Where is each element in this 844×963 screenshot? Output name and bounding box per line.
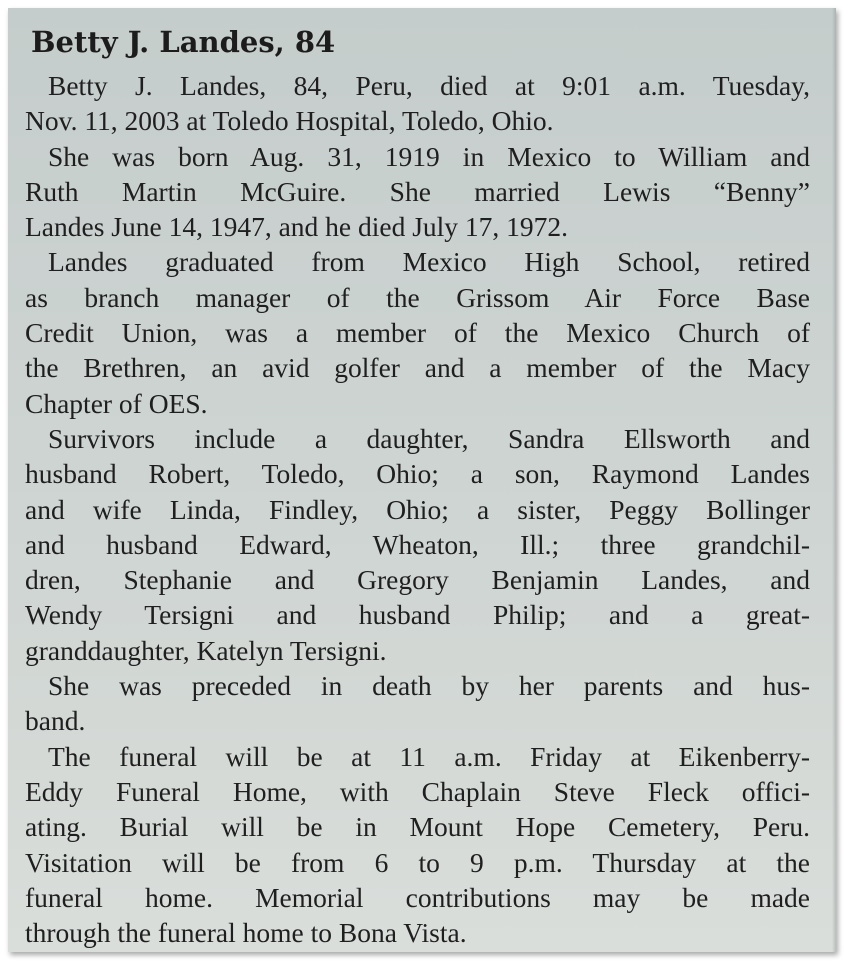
obituary-paragraph — [25, 139, 810, 245]
text-line: dren, Stephanie and Gregory Benjamin Landes, and — [25, 564, 810, 596]
text-line: Landes graduated from Mexico High School, retired — [48, 246, 810, 278]
obituary-body — [25, 68, 810, 950]
text-line: through the funeral home to Bona Vista. — [25, 917, 467, 949]
obituary-paragraph — [25, 244, 810, 420]
text-line: Betty J. Landes, 84, Peru, died at 9:01 a.m. Tuesday, — [48, 70, 810, 101]
text-line: and wife Linda, Findley, Ohio; a sister, Peggy Bollinger — [25, 493, 810, 525]
text-line: The funeral will be at 11 a.m. Friday at Eikenberry- — [48, 740, 810, 772]
text-line: Landes June 14, 1947, and he died July 17, 1972. — [25, 211, 569, 243]
text-line: ating. Burial will be in Mount Hope Cemetery, Peru. — [25, 811, 810, 843]
text-line: Chapter of OES. — [25, 387, 208, 419]
text-line: band. — [25, 705, 86, 737]
text-line: Nov. 11, 2003 at Toledo Hospital, Toledo, Ohio. — [25, 105, 554, 137]
text-line: She was born Aug. 31, 1919 in Mexico to William and — [48, 140, 810, 172]
obituary-paragraph — [25, 68, 810, 139]
text-line: and husband Edward, Wheaton, Ill.; three grandchil- — [25, 528, 810, 560]
text-line: Survivors include a daughter, Sandra Ellsworth and — [48, 422, 810, 454]
obituary-paragraph — [25, 421, 810, 668]
obituary-headline: Betty J. Landes, 84 — [31, 25, 336, 59]
text-line: Wendy Tersigni and husband Philip; and a great- — [25, 599, 810, 631]
obituary-paragraph — [25, 668, 810, 739]
text-line: funeral home. Memorial contributions may be made — [25, 881, 810, 913]
text-line: Ruth Martin McGuire. She married Lewis “Benny” — [25, 175, 810, 207]
text-line: Eddy Funeral Home, with Chaplain Steve Fleck offici- — [25, 775, 810, 807]
text-line: husband Robert, Toledo, Ohio; a son, Raymond Landes — [25, 458, 810, 490]
text-line: as branch manager of the Grissom Air Force Base — [25, 281, 810, 313]
text-line: Credit Union, was a member of the Mexico Church of — [25, 317, 810, 349]
newspaper-clipping — [8, 8, 836, 952]
text-line: the Brethren, an avid golfer and a member of the Macy — [25, 352, 810, 384]
text-line: granddaughter, Katelyn Tersigni. — [25, 634, 387, 666]
text-line: She was preceded in death by her parents and hus- — [48, 670, 810, 702]
text-line: Visitation will be from 6 to 9 p.m. Thursday at the — [25, 846, 810, 878]
obituary-paragraph — [25, 739, 810, 951]
